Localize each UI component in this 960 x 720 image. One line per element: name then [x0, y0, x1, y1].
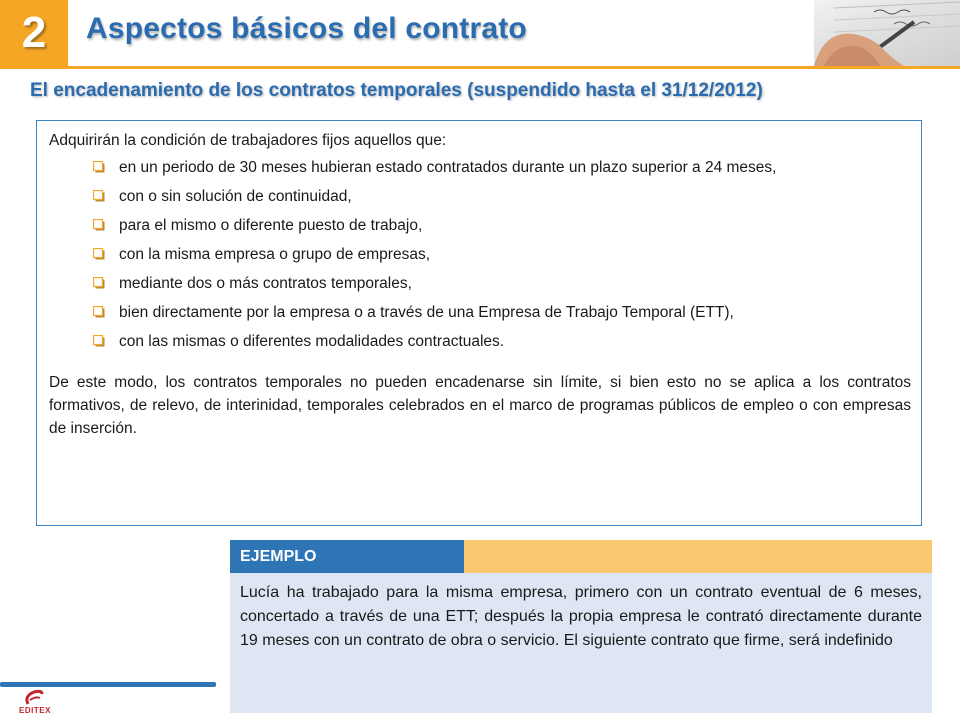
list-item-text: con las mismas o diferentes modalidades contractuales. — [119, 333, 505, 350]
conclusion-text: De este modo, los contratos temporales no pueden encadenarse sin límite, si bien esto no se aplica a los contratos formativos, de relevo, de interinidad, temporales celebrados en el marco de programas públicos de empleo o con empresas de inserción. — [49, 374, 911, 437]
section-number: 2 — [0, 0, 68, 66]
checkbox-bullet-icon — [93, 219, 105, 231]
list-item — [49, 272, 911, 295]
list-item — [49, 214, 911, 237]
checkbox-bullet-icon — [93, 190, 105, 202]
hand-writing-photo — [814, 0, 960, 66]
list-item-text: con la misma empresa o grupo de empresas, — [119, 246, 431, 263]
list-item — [49, 301, 911, 324]
list-item-text: en un periodo de 30 meses hubieran estado contratados durante un plazo superior a 24 meses, — [119, 159, 777, 176]
example-header — [230, 540, 932, 573]
example-label: EJEMPLO — [230, 540, 464, 573]
example-header-fill — [464, 540, 932, 573]
list-item — [49, 156, 911, 179]
content-box — [36, 120, 922, 526]
checkbox-bullet-icon — [93, 248, 105, 260]
checkbox-bullet-icon — [93, 335, 105, 347]
bullet-list — [49, 156, 911, 353]
list-item-text: mediante dos o más contratos temporales, — [119, 275, 412, 292]
logo-text: EDITEX — [19, 706, 51, 715]
list-item — [49, 330, 911, 353]
list-item — [49, 243, 911, 266]
list-item — [49, 185, 911, 208]
list-item-text: para el mismo o diferente puesto de trabajo, — [119, 217, 423, 234]
checkbox-bullet-icon — [93, 161, 105, 173]
editex-logo-icon — [6, 688, 64, 708]
page-title: Aspectos básicos del contrato — [86, 12, 527, 45]
checkbox-bullet-icon — [93, 277, 105, 289]
list-item-text: con o sin solución de continuidad, — [119, 188, 352, 205]
example-text: Lucía ha trabajado para la misma empresa, primero con un contrato eventual de 6 meses, concertado a través de una ETT; después la propia empresa le contrató directamente durante 19 meses con un contrato de obra o servicio. El siguiente contrato que firme, será indefinido — [230, 573, 932, 713]
footer-line — [0, 682, 216, 687]
intro-text: Adquirirán la condición de trabajadores fijos aquellos que: — [49, 132, 447, 149]
checkbox-bullet-icon — [93, 306, 105, 318]
section-subtitle: El encadenamiento de los contratos temporales (suspendido hasta el 31/12/2012) — [30, 80, 763, 101]
list-item-text: bien directamente por la empresa o a través de una Empresa de Trabajo Temporal (ETT), — [119, 304, 734, 321]
editex-logo — [6, 688, 64, 718]
